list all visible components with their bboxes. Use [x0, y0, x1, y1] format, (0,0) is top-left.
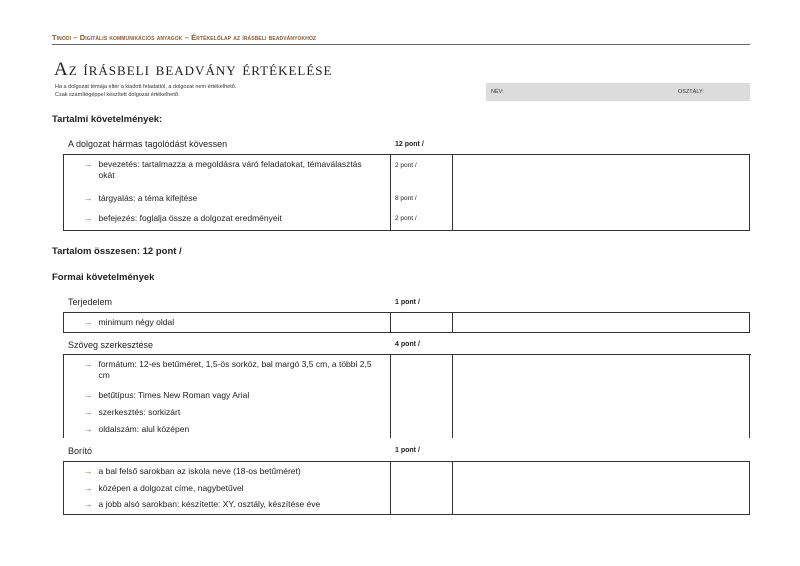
- points-column-divider: [390, 154, 391, 231]
- group-label-structure: A dolgozat hármas tagolódást kövessen: [68, 139, 228, 149]
- list-item: → szerkesztés: sorkizárt: [84, 407, 181, 417]
- list-item: → a bal felső sarokban az iskola neve (18-os betűméret): [84, 466, 301, 476]
- note-computer: Csak számítógéppel készített dolgozat értékelhető.: [55, 92, 180, 98]
- arrow-right-icon: →: [84, 213, 93, 223]
- arrow-right-icon: →: [84, 499, 93, 509]
- item-points: 2 pont /: [395, 162, 417, 169]
- item-points: 8 pont /: [395, 195, 417, 202]
- arrow-right-icon: →: [84, 466, 93, 476]
- content-heading: Tartalmi követelmények:: [52, 114, 163, 125]
- points-column-divider: [390, 312, 391, 333]
- document-header: Tinódi – Digitális kommunikációs anyagok – Értékelőlap az írásbeli beadványokhoz: [52, 33, 317, 42]
- header-divider: [52, 44, 750, 45]
- list-item: → betűtípus: Times New Roman vagy Arial: [84, 390, 250, 400]
- group-points-length: 1 pont /: [395, 299, 420, 306]
- group-points-structure: 12 pont /: [395, 141, 424, 148]
- arrow-right-icon: →: [84, 317, 93, 327]
- list-item: → minimum négy oldal: [84, 317, 175, 327]
- list-item: → középen a dolgozat címe, nagybetűvel: [84, 483, 244, 493]
- comment-column-divider: [452, 461, 453, 515]
- class-label: OSZTÁLY:: [678, 89, 704, 95]
- points-column-divider: [390, 354, 391, 438]
- arrow-right-icon: →: [84, 407, 93, 417]
- formatting-table-left: [63, 354, 64, 438]
- arrow-right-icon: →: [84, 483, 93, 493]
- arrow-right-icon: →: [84, 424, 93, 434]
- list-item: → tárgyalás: a téma kifejtése: [84, 193, 198, 203]
- group-points-formatting: 4 pont /: [395, 341, 420, 348]
- page-title: Az írásbeli beadvány értékelése: [54, 59, 333, 80]
- list-item: → oldalszám: alul középen: [84, 424, 190, 434]
- comment-column-divider: [452, 354, 453, 438]
- arrow-right-icon: →: [84, 359, 93, 369]
- group-points-cover: 1 pont /: [395, 447, 420, 454]
- formatting-table-top: [63, 354, 751, 355]
- content-total: Tartalom összesen: 12 pont /: [52, 246, 182, 257]
- list-item: → a jobb alsó sarokban: készítette: XY, osztály, készítése éve: [84, 499, 321, 509]
- points-column-divider: [390, 461, 391, 515]
- list-item: → formátum: 12-es betűméret, 1,5-ös sorköz, bal margó 3,5 cm, a többi 2,5 cm: [84, 359, 372, 380]
- comment-column-divider: [452, 154, 453, 231]
- item-points: 2 pont /: [395, 215, 417, 222]
- comment-column-divider: [452, 312, 453, 333]
- arrow-right-icon: →: [84, 390, 93, 400]
- name-label: NÉV:: [491, 89, 504, 95]
- formal-heading: Formai követelmények: [52, 272, 155, 283]
- name-class-field[interactable]: [486, 83, 750, 101]
- arrow-right-icon: →: [84, 193, 93, 203]
- arrow-right-icon: →: [84, 159, 93, 169]
- note-topic: Ha a dolgozat témája eltér a kiadott feladattól, a dolgozat nem értékelhető.: [55, 84, 237, 90]
- group-label-length: Terjedelem: [68, 297, 113, 307]
- list-item: → bevezetés: tartalmazza a megoldásra váró feladatokat, témaválasztás okát: [84, 159, 362, 180]
- formatting-table-right: [749, 354, 750, 438]
- group-label-formatting: Szöveg szerkesztése: [68, 340, 154, 350]
- group-label-cover: Borító: [68, 446, 93, 456]
- list-item: → befejezés: foglalja össze a dolgozat eredményeit: [84, 213, 282, 223]
